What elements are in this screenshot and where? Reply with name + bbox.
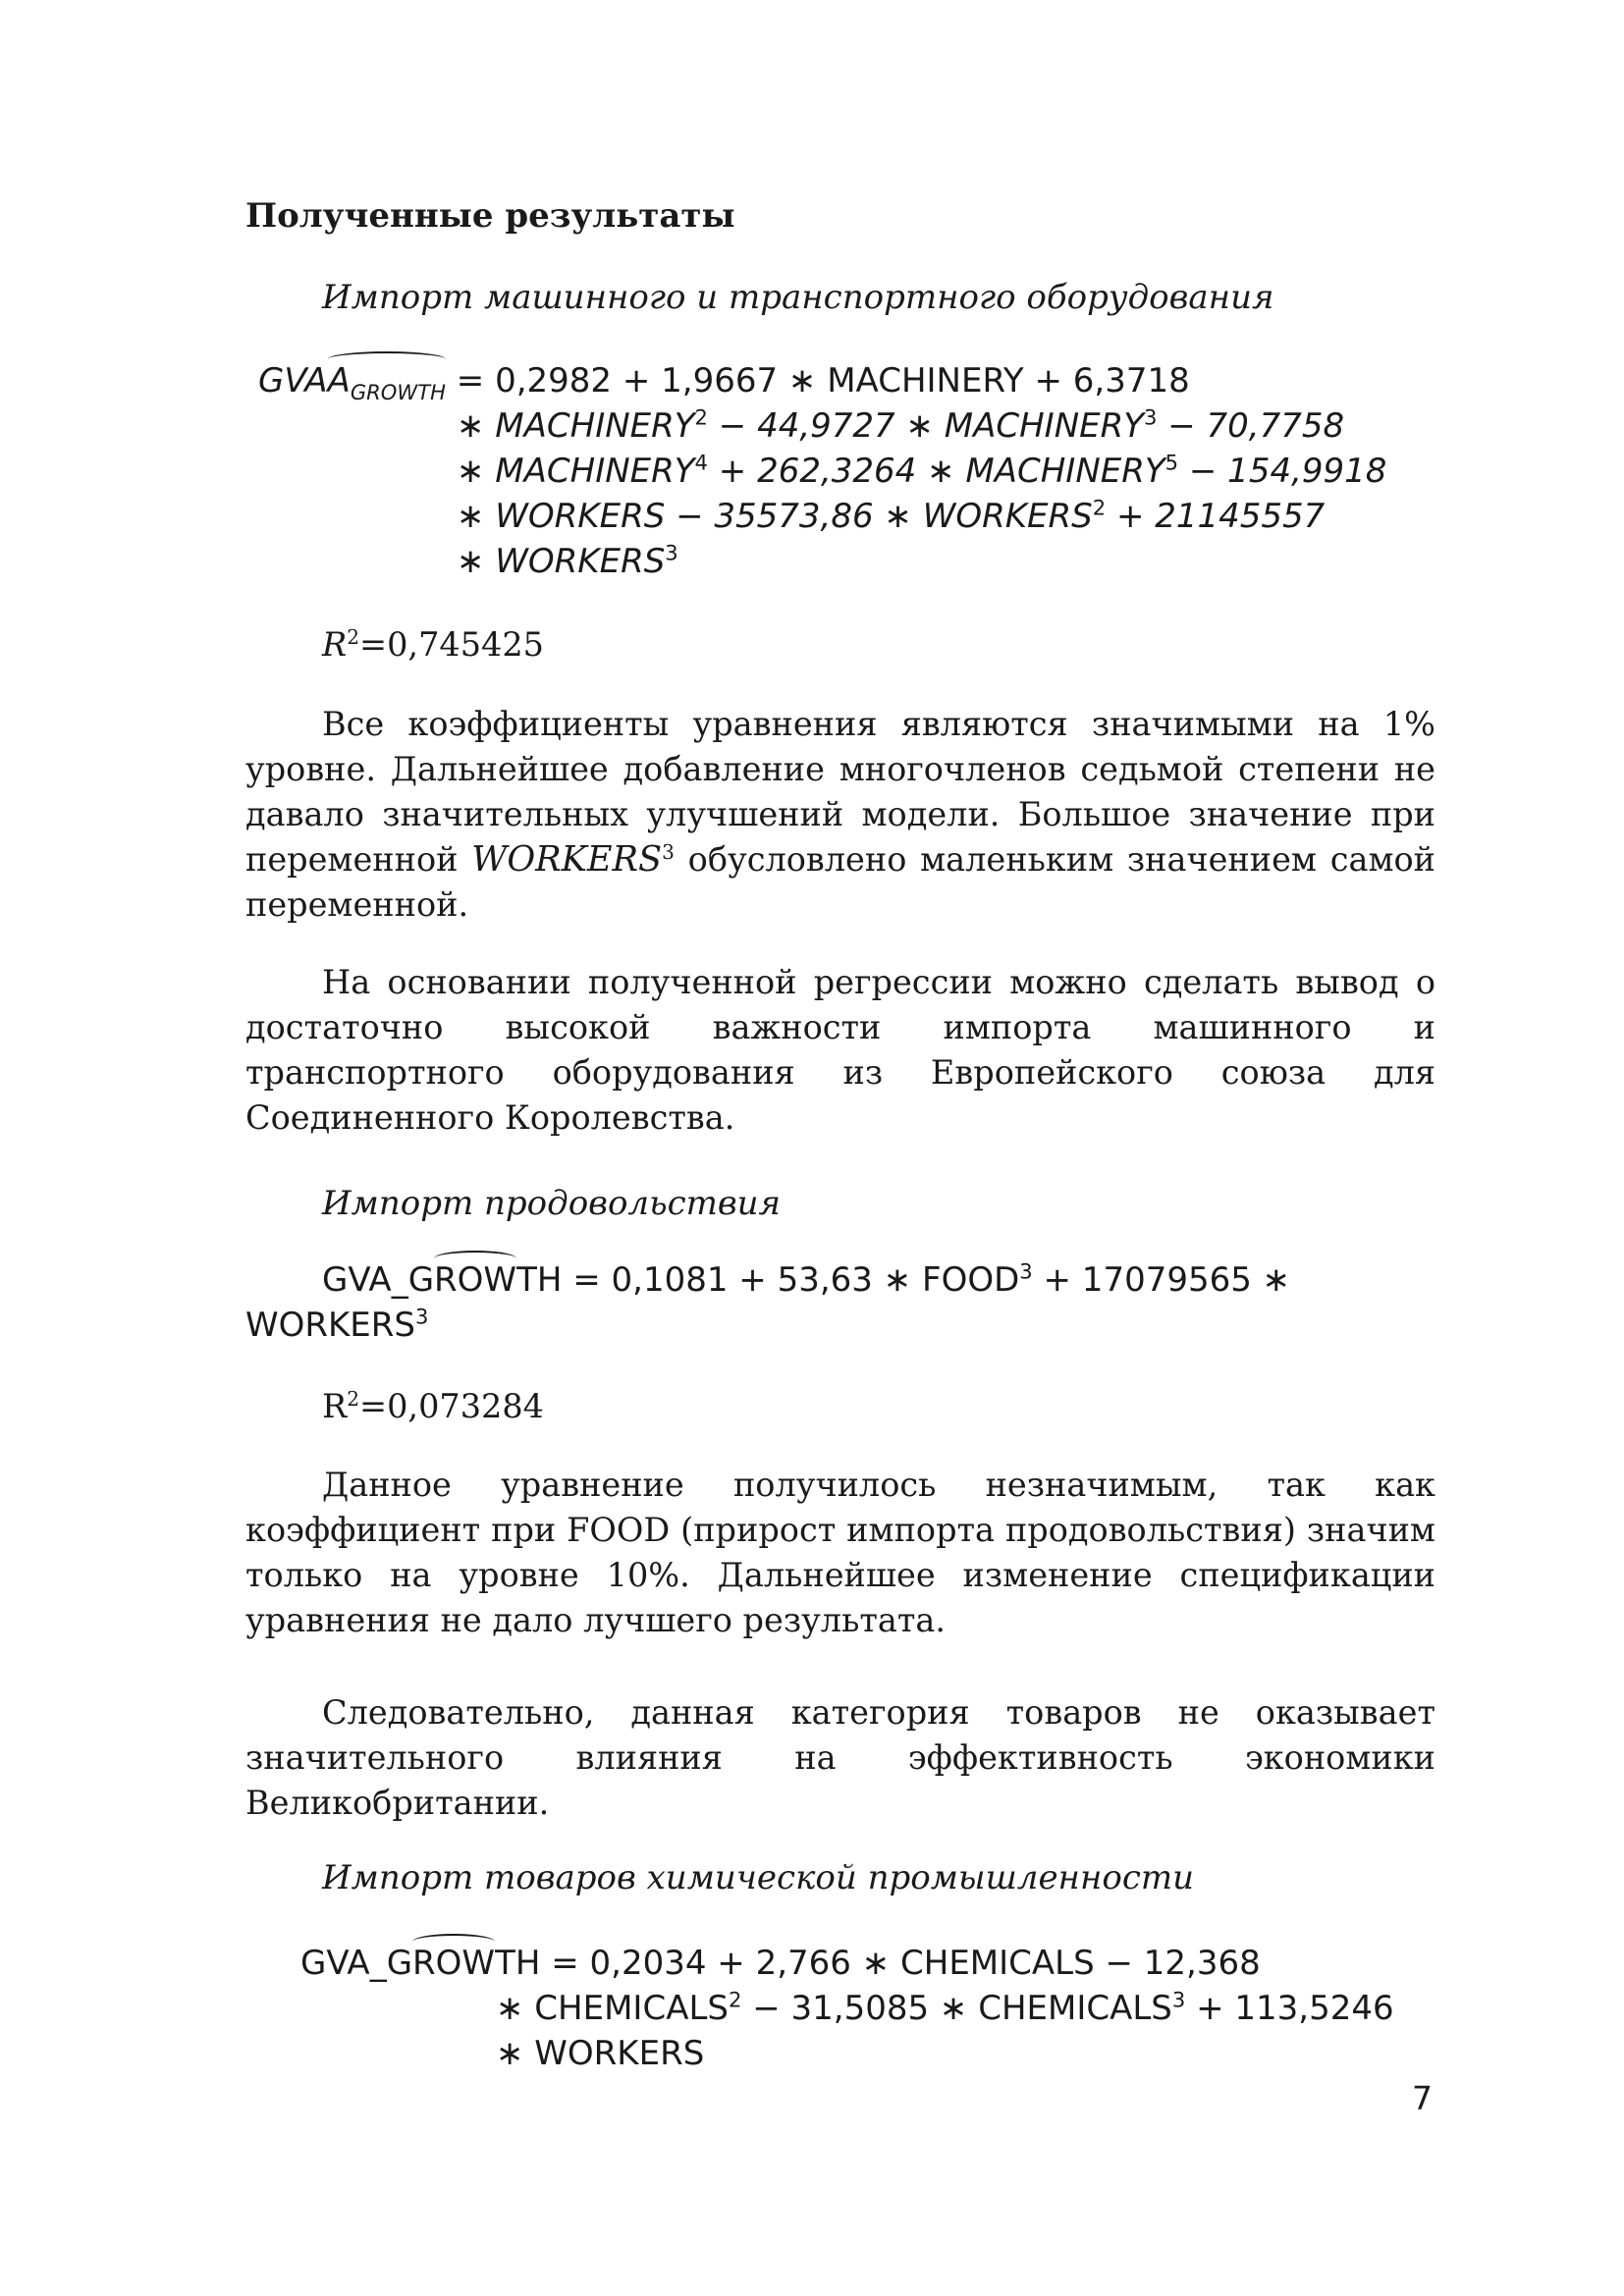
equation-1-line-4: ∗ WORKERS − 35573,86 ∗ $WORKERS^2 + 21145557$ — [457, 495, 1326, 536]
eq1-hat: $A_{GROWTH}$ — [327, 361, 446, 404]
equation-3-line-1: GVA_GROWTH = 0,2034 + 2,766 ∗ CHEMICALS − 12,368 — [300, 1944, 1261, 1983]
subsection-title-food: Импорт продовольствия — [322, 1184, 782, 1223]
equation-1-line-5: ∗ WORKERS$^3$ — [457, 540, 678, 581]
r-squared-2: $R^2=0,073284$ — [322, 1386, 544, 1425]
paragraph-coefficients: Все коэффициенты уравнения являются значимыми на 1% уровне. Дальнейшее добавление многочленов седьмой степени не давало значительных улучшений модели. Большое значение при переменной WORKERS$^3$ обусловлено маленьким значением самой переменной. — [245, 705, 1435, 924]
paragraph-food-conclusion: Следовательно, данная категория товаров не оказывает значительного влияния на эффективность экономики Великобритании. — [245, 1693, 1435, 1822]
equation-1-line-3: ∗ $MACHINERY^4 + 262,3264$ ∗ $MACHINERY^5 - 154,9918$ — [457, 450, 1387, 491]
paragraph-food-insignificant: Данное уравнение получилось незначимым, так как коэффициент при FOOD (прирост импорта продовольствия) значим только на уровне 10%. Дальнейшее изменение спецификации уравнения не дало лучшего результата. — [245, 1466, 1435, 1639]
r-squared-1: $R^2=0,745425$ — [322, 624, 544, 664]
subsection-title-machinery: Импорт машинного и транспортного оборудования — [322, 278, 1274, 317]
equation-3-line-2: ∗ $CHEMICALS^2 - 31,5085$ ∗ $CHEMICALS^3 + 113,5246$ — [496, 1987, 1394, 2028]
paragraph-conclusion-machinery: На основании полученной регрессии можно сделать вывод о достаточно высокой важности импорта машинного и транспортного оборудования из Европейского союза для Соединенного Королевства. — [245, 963, 1435, 1137]
equation-3-line-3: ∗ WORKERS — [496, 2034, 705, 2073]
eq1-line1-text: = 0,2982 + 1,9667 ∗ MACHINERY + 6,3718 — [445, 361, 1190, 400]
equation-1-line-1 — [258, 361, 1190, 404]
eq1-lhs-prefix: GVA — [258, 361, 328, 400]
page-number: 7 — [1412, 2079, 1433, 2117]
subsection-title-chemicals: Импорт товаров химической промышленности — [322, 1858, 1195, 1897]
equation-2-line-1: GVA_GROWTH = 0,1081 + 53,63 ∗ $FOOD^3 + 17079565$ ∗ — [322, 1258, 1291, 1300]
section-heading: Полученные результаты — [245, 196, 735, 236]
equation-2-line-2: WORKERS$^3$ — [245, 1304, 429, 1345]
equation-1-line-2: ∗ $MACHINERY^2 - 44,9727$ ∗ $MACHINERY^3 - 70,7758$ — [457, 404, 1345, 446]
